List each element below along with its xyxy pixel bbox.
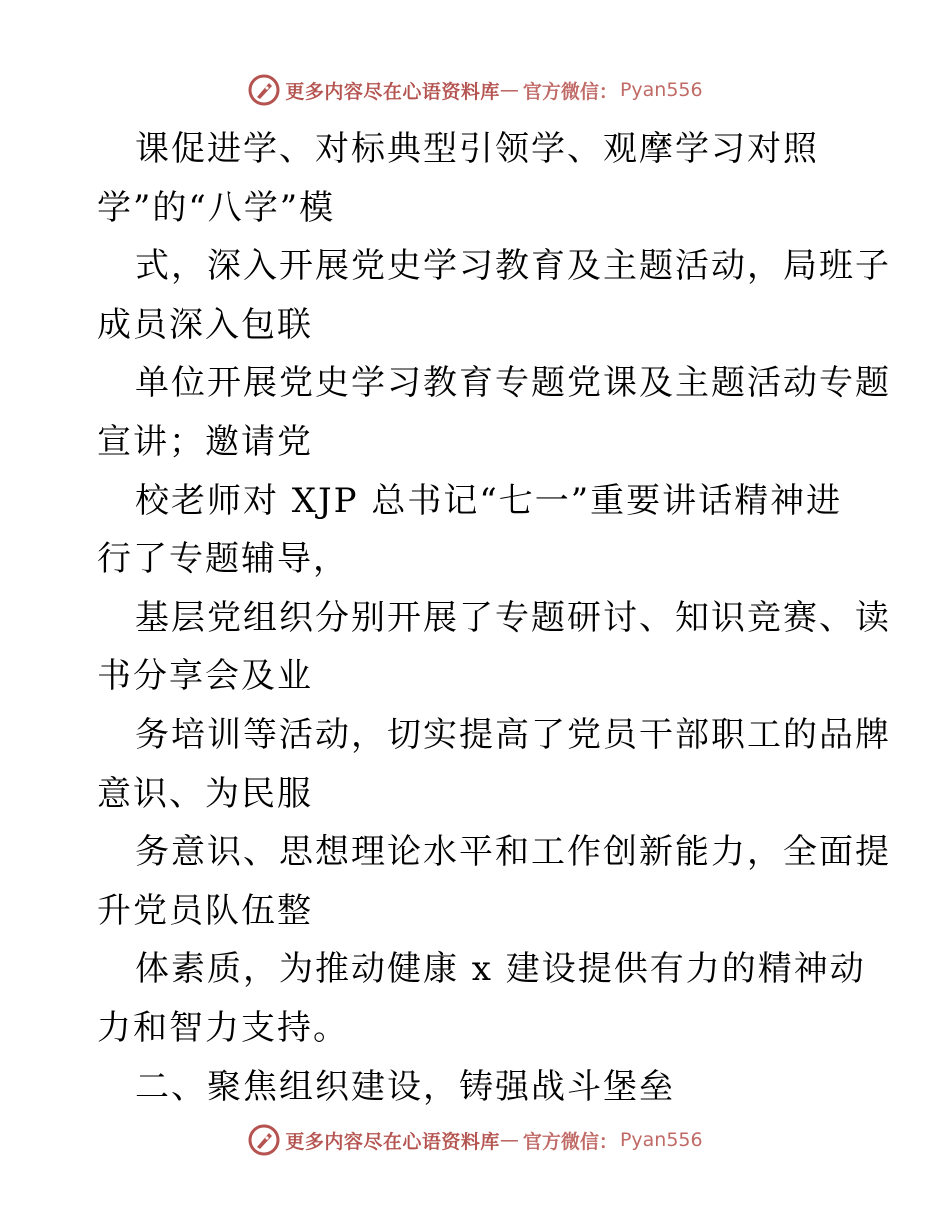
text-line: 体素质，为推动健康 x 建设提供有力的精神动 [135, 949, 866, 990]
watermark-label: 官方微信： [522, 1130, 618, 1153]
text-line: 宣讲；邀请党 [97, 421, 313, 462]
text-line: 成员深入包联 [97, 304, 313, 345]
text-line: 校老师对 XJP 总书记“七一”重要讲话精神进 [135, 480, 843, 521]
text-line: 力和智力支持。 [97, 1007, 349, 1048]
text-line: 单位开展党史学习教育专题党课及主题活动专题 [135, 363, 891, 404]
watermark-brand: 更多内容尽在心语资料库 [285, 1130, 500, 1153]
watermark-label: 官方微信： [522, 80, 618, 103]
watermark-brand: 更多内容尽在心语资料库 [285, 80, 500, 103]
text-line: 行了专题辅导， [97, 539, 349, 580]
footer-watermark [0, 1120, 950, 1160]
text-line: 基层党组织分别开展了专题研讨、知识竞赛、读 [135, 597, 891, 638]
section-heading: 二、聚焦组织建设，铸强战斗堡垒 [135, 1066, 675, 1107]
text-line: 务意识、思想理论水平和工作创新能力，全面提 [135, 832, 891, 873]
pen-nib-logo-icon [247, 1123, 281, 1157]
document-body [97, 120, 891, 1116]
watermark-id: Pyan556 [619, 1129, 703, 1151]
text-line: 书分享会及业 [97, 656, 313, 697]
text-line: 务培训等活动，切实提高了党员干部职工的品牌 [135, 714, 891, 755]
watermark-separator: — [499, 1129, 519, 1151]
text-line: 课促进学、对标典型引领学、观摩学习对照 [135, 129, 819, 169]
watermark-id: Pyan556 [619, 79, 703, 101]
pen-nib-logo-icon [247, 73, 281, 107]
header-watermark [0, 70, 950, 110]
watermark-separator: — [499, 79, 519, 101]
text-line: 意识、为民服 [97, 773, 313, 814]
text-line: 式，深入开展党史学习教育及主题活动，局班子 [135, 246, 891, 287]
text-line: 学”的“八学”模 [97, 187, 336, 228]
text-line: 升党员队伍整 [97, 890, 313, 931]
